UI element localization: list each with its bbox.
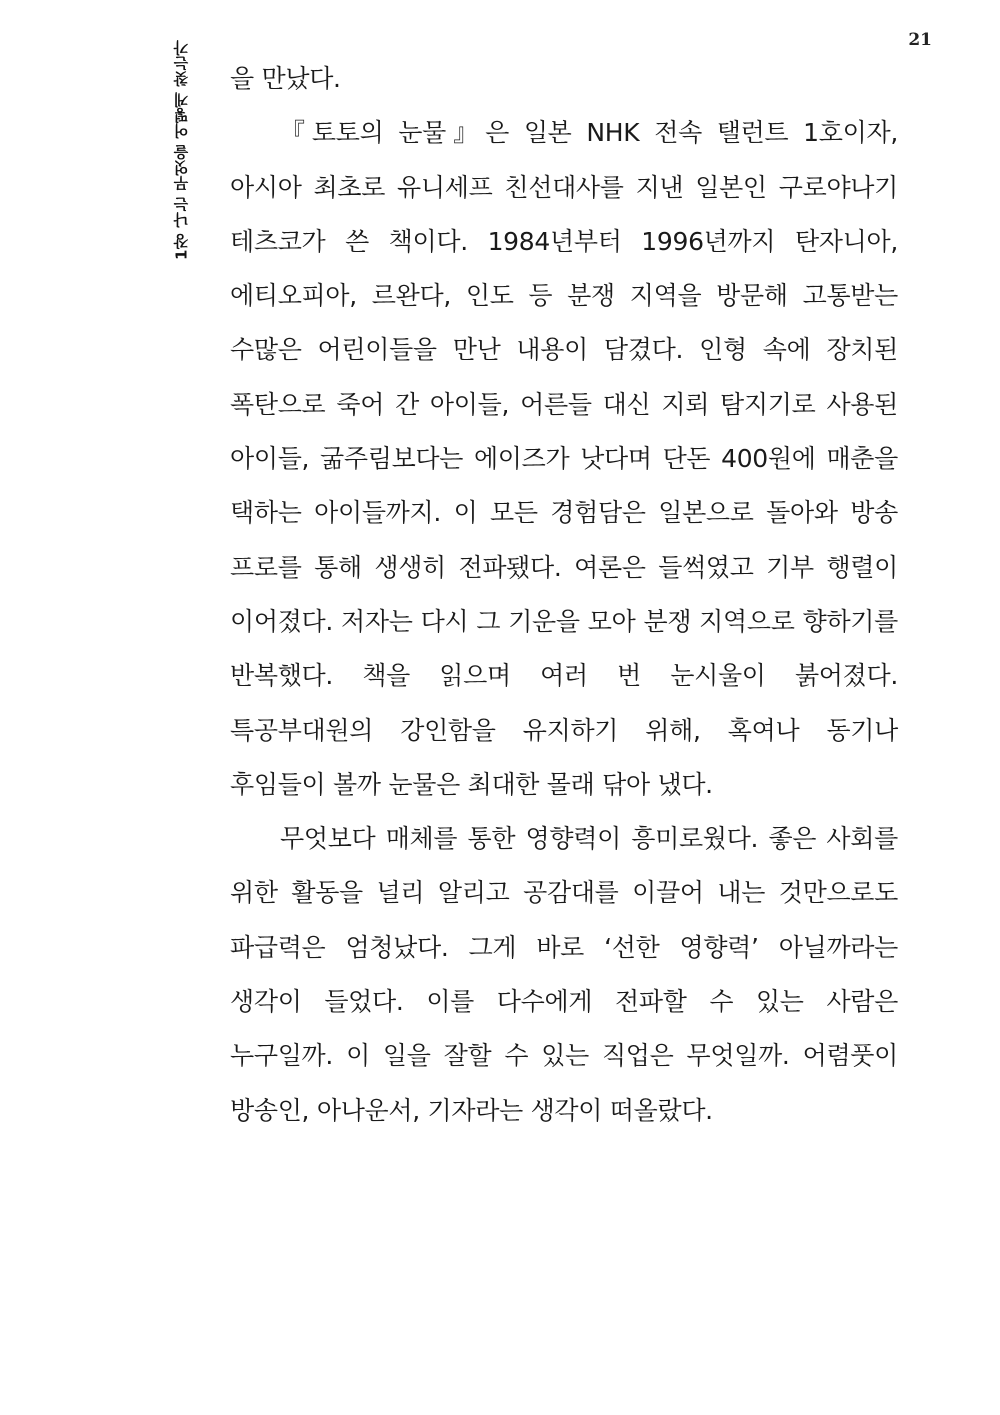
page-number: 21	[908, 30, 932, 50]
running-head: 1장 나는 무엇을 어떻게 찾는가	[172, 40, 191, 260]
paragraph: 『토토의 눈물』은 일본 NHK 전속 탤런트 1호이자, 아시아 최초로 유니세프 친선대사를 지낸 일본인 구로야나기 테츠코가 쓴 책이다. 1984년부터 1996년까지 탄자니아, 에티오피아, 르완다, 인도 등 분쟁 지역을 방문해 고통받는 수많은 어린이들을 만난 내용이 담겼다. 인형 속에 장치된 폭탄으로 죽어 간 아이들, 어른들 대신 지뢰 탐지기로 사용된 아이들, 굶주림보다는 에이즈가 낫다며 단돈 400원에 매춘을 택하는 아이들까지. 이 모든 경험담은 일본으로 돌아와 방송 프로를 통해 생생히 전파됐다. 여론은 들썩였고 기부 행렬이 이어졌다. 저자는 다시 그 기운을 모아 분쟁 지역으로 향하기를 반복했다. 책을 읽으며 여러 번 눈시울이 붉어졌다. 특공부대원의 강인함을 유지하기 위해, 혹여나 동기나 후임들이 볼까 눈물은 최대한 몰래 닦아 냈다.	[230, 118, 898, 799]
body-text	[230, 52, 898, 1138]
paragraph: 무엇보다 매체를 통한 영향력이 흥미로웠다. 좋은 사회를 위한 활동을 널리 알리고 공감대를 이끌어 내는 것만으로도 파급력은 엄청났다. 그게 바로 ‘선한 영향력’ 아닐까라는 생각이 들었다. 이를 다수에게 전파할 수 있는 사람은 누구일까. 이 일을 잘할 수 있는 직업은 무엇일까. 어렴풋이 방송인, 아나운서, 기자라는 생각이 떠올랐다.	[230, 824, 898, 1125]
paragraph-continuation: 을 만났다.	[230, 64, 341, 93]
